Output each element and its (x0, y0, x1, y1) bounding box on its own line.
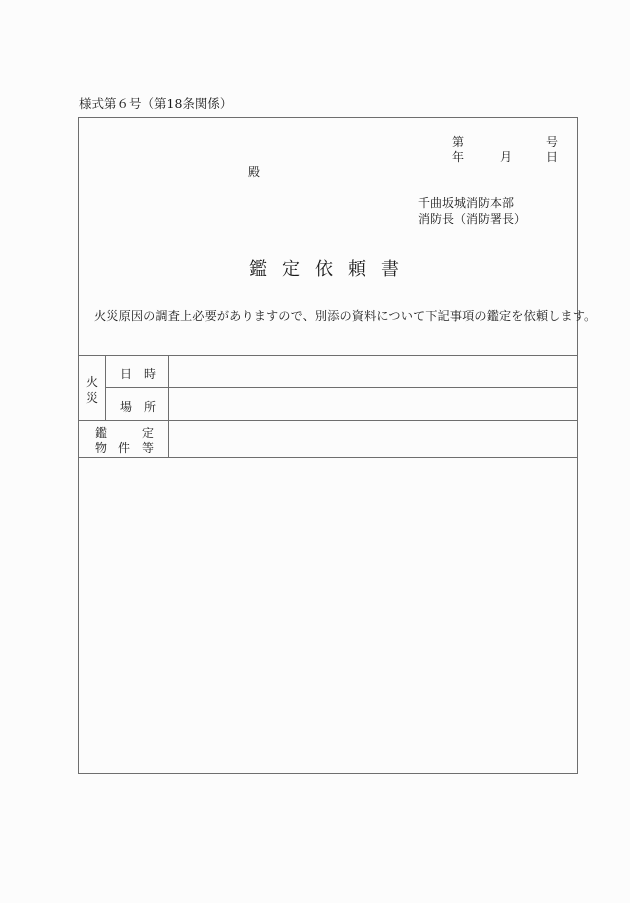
date-year: 年 (452, 150, 465, 164)
datetime-field[interactable] (170, 357, 576, 386)
datetime-label-a: 日 (120, 367, 133, 381)
sender-title: 消防長（消防署長） (418, 212, 527, 226)
date-day: 日 (546, 150, 559, 164)
title-char: 依 (315, 259, 333, 280)
title-char: 鑑 (249, 259, 267, 280)
place-label-b: 所 (144, 400, 157, 414)
request-body-text: 火災原因の調査上必要がありますので、別添の資料について下記事項の鑑定を依頼します。 (94, 309, 597, 323)
appraisal-label-2b: 件 (118, 441, 131, 455)
date-month: 月 (500, 150, 513, 164)
title-char: 定 (282, 259, 300, 280)
row-divider (78, 420, 578, 421)
table-bottom-border (78, 457, 578, 458)
fire-label-1: 火 (86, 375, 99, 389)
column-divider (168, 355, 169, 457)
form-number: 様式第６号（第18条関係） (79, 96, 233, 111)
doc-number-prefix: 第 (452, 135, 465, 149)
appraisal-label-1b: 定 (142, 426, 155, 440)
appraisal-label-2c: 等 (142, 441, 155, 455)
appraisal-label-1a: 鑑 (95, 426, 108, 440)
fire-label-2: 災 (86, 391, 99, 405)
column-divider (105, 355, 106, 420)
title-char: 頼 (348, 259, 366, 280)
place-label-a: 場 (120, 400, 133, 414)
sender-org: 千曲坂城消防本部 (418, 196, 515, 210)
row-divider (105, 387, 578, 388)
table-top-border (78, 355, 578, 356)
appraisal-items-field[interactable] (170, 422, 576, 456)
doc-number-suffix: 号 (546, 135, 559, 149)
document-title (249, 255, 414, 281)
appraisal-label-2a: 物 (95, 441, 108, 455)
datetime-label-b: 時 (144, 367, 157, 381)
title-char: 書 (381, 259, 399, 280)
addressee-suffix: 殿 (248, 165, 261, 179)
appraisal-details-area[interactable] (80, 459, 576, 772)
place-field[interactable] (170, 389, 576, 419)
